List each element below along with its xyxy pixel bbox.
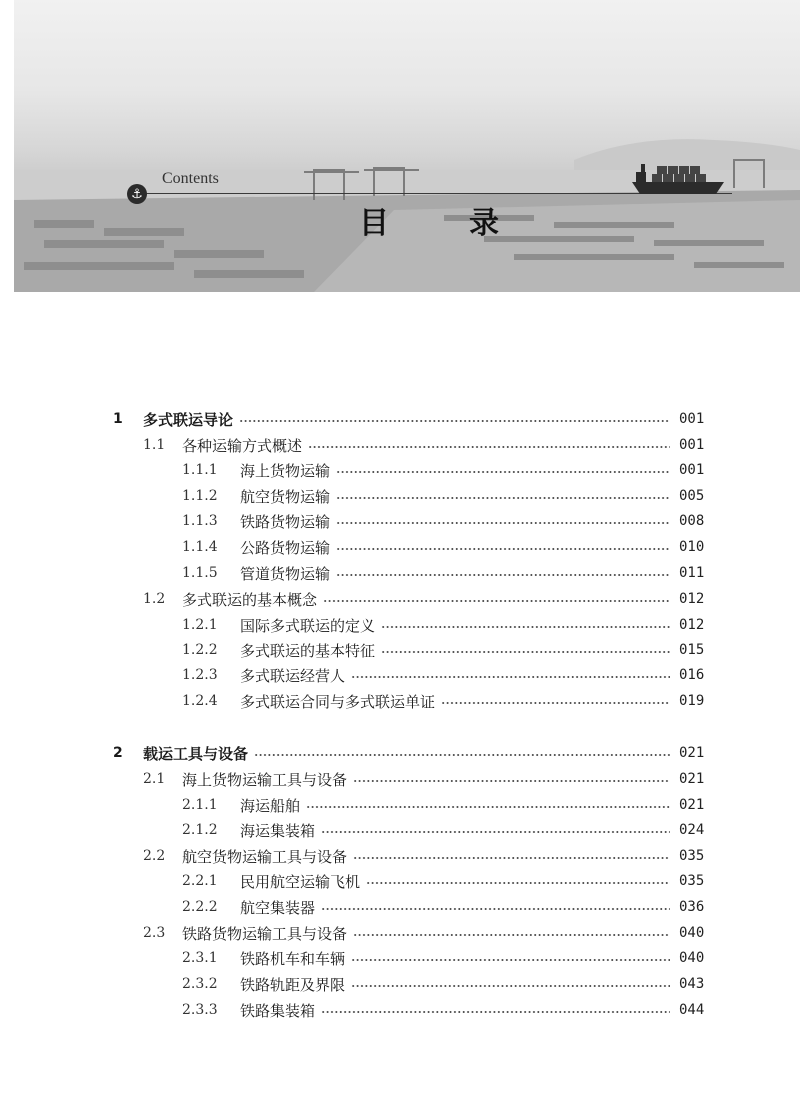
toc-entry-number: 1.1 <box>143 437 166 453</box>
toc-entry-title: 管道货物运输 <box>240 564 331 583</box>
toc-leader-dots <box>308 446 670 448</box>
toc-entry-page: 011 <box>679 565 705 581</box>
toc-entry-page: 001 <box>679 411 705 427</box>
toc-entry-page: 040 <box>679 950 705 966</box>
toc-entry[interactable] <box>0 766 800 792</box>
page-title <box>359 198 499 242</box>
toc-entry[interactable] <box>0 534 800 560</box>
toc-entry-page: 010 <box>679 539 705 555</box>
toc-entry-page: 040 <box>679 925 705 941</box>
toc-leader-dots <box>254 754 670 756</box>
toc-entry-title: 多式联运导论 <box>143 410 234 429</box>
toc-entry-title: 航空集装器 <box>240 898 316 917</box>
toc-entry-page: 021 <box>679 797 705 813</box>
toc-entry-number: 2.2.1 <box>182 873 218 889</box>
toc-entry-number: 1.2.3 <box>182 667 218 683</box>
anchor-icon: ⚓ <box>127 184 147 204</box>
toc-leader-dots <box>323 600 670 602</box>
page-title-char-2: 录 <box>469 206 499 241</box>
toc-entry[interactable] <box>0 688 800 714</box>
toc-entry-title: 多式联运的基本概念 <box>182 590 318 609</box>
toc-entry-page: 021 <box>679 771 705 787</box>
toc-entry[interactable] <box>0 997 800 1023</box>
toc-leader-dots <box>336 548 670 550</box>
toc-entry-number: 1.2 <box>143 591 166 607</box>
toc-leader-dots <box>336 497 670 499</box>
toc-leader-dots <box>336 471 670 473</box>
toc-entry-title: 航空货物运输 <box>240 487 331 506</box>
toc-entry[interactable] <box>0 740 800 766</box>
toc-entry-title: 国际多式联运的定义 <box>240 616 376 635</box>
toc-entry-number: 1.2.4 <box>182 693 218 709</box>
toc-entry-title: 铁路货物运输工具与设备 <box>182 924 348 943</box>
toc-entry-page: 044 <box>679 1002 705 1018</box>
toc-entry[interactable] <box>0 817 800 843</box>
toc-leader-dots <box>336 522 670 524</box>
toc-leader-dots <box>353 934 670 936</box>
toc-entry-number: 1.1.2 <box>182 488 218 504</box>
toc-entry-title: 民用航空运输飞机 <box>240 872 361 891</box>
toc-entry-page: 001 <box>679 437 705 453</box>
toc-leader-dots <box>321 831 670 833</box>
toc-leader-dots <box>353 780 670 782</box>
toc-leader-dots <box>351 676 670 678</box>
toc-entry-title: 多式联运经营人 <box>240 666 346 685</box>
toc-entry[interactable] <box>0 637 800 663</box>
toc-entry-title: 海上货物运输 <box>240 461 331 480</box>
toc-entry[interactable] <box>0 920 800 946</box>
toc-entry-title: 载运工具与设备 <box>143 744 249 763</box>
toc-entry-page: 035 <box>679 873 705 889</box>
toc-entry[interactable] <box>0 432 800 458</box>
toc-leader-dots <box>366 882 670 884</box>
toc-entry-title: 多式联运合同与多式联运单证 <box>240 692 436 711</box>
toc-entry-number: 2.2 <box>143 848 166 864</box>
toc-entry-page: 016 <box>679 667 705 683</box>
contents-label: Contents <box>162 170 219 187</box>
toc-entry[interactable] <box>0 971 800 997</box>
toc-entry[interactable] <box>0 868 800 894</box>
toc-entry-number: 1 <box>113 411 123 427</box>
toc-entry-number: 2.1.1 <box>182 797 218 813</box>
toc-leader-dots <box>351 985 670 987</box>
toc-entry-number: 2.2.2 <box>182 899 218 915</box>
toc-entry-page: 015 <box>679 642 705 658</box>
toc-entry-number: 1.2.2 <box>182 642 218 658</box>
toc-entry-page: 012 <box>679 591 705 607</box>
toc-entry-number: 2.1.2 <box>182 822 218 838</box>
toc-entry-title: 铁路集装箱 <box>240 1001 316 1020</box>
toc-entry-number: 1.1.3 <box>182 513 218 529</box>
toc-leader-dots <box>239 420 670 422</box>
toc-entry-title: 海运集装箱 <box>240 821 316 840</box>
toc-entry-title: 海上货物运输工具与设备 <box>182 770 348 789</box>
toc-entry-title: 铁路机车和车辆 <box>240 949 346 968</box>
toc-entry-title: 航空货物运输工具与设备 <box>182 847 348 866</box>
toc-leader-dots <box>353 857 670 859</box>
toc-entry-number: 2.3.2 <box>182 976 218 992</box>
toc-entry-number: 1.1.5 <box>182 565 218 581</box>
toc-entry-number: 2 <box>113 745 123 761</box>
toc-entry-number: 2.3 <box>143 925 166 941</box>
toc-entry-page: 024 <box>679 822 705 838</box>
toc-leader-dots <box>381 626 670 628</box>
toc-leader-dots <box>336 574 670 576</box>
toc-entry[interactable] <box>0 483 800 509</box>
toc-entry[interactable] <box>0 612 800 638</box>
toc-leader-dots <box>321 908 670 910</box>
toc-entry-page: 035 <box>679 848 705 864</box>
toc-entry-number: 1.1.4 <box>182 539 218 555</box>
toc-entry-title: 海运船舶 <box>240 796 301 815</box>
toc-entry-number: 2.3.3 <box>182 1002 218 1018</box>
toc-leader-dots <box>306 806 670 808</box>
toc-entry-title: 各种运输方式概述 <box>182 436 303 455</box>
toc-entry-number: 1.2.1 <box>182 617 218 633</box>
toc-entry-page: 019 <box>679 693 705 709</box>
header-banner <box>14 0 800 292</box>
toc-entry-page: 036 <box>679 899 705 915</box>
toc-entry-title: 公路货物运输 <box>240 538 331 557</box>
toc-entry[interactable] <box>0 843 800 869</box>
toc-entry-number: 2.1 <box>143 771 166 787</box>
toc-entry-title: 铁路货物运输 <box>240 512 331 531</box>
toc-entry-page: 001 <box>679 462 705 478</box>
toc-entry[interactable] <box>0 457 800 483</box>
port-background-image <box>14 0 800 292</box>
toc-entry[interactable] <box>0 945 800 971</box>
toc-entry[interactable] <box>0 662 800 688</box>
toc-leader-dots <box>441 702 670 704</box>
toc-leader-dots <box>351 959 670 961</box>
toc-entry[interactable] <box>0 586 800 612</box>
toc-entry-page: 021 <box>679 745 705 761</box>
toc-entry-number: 1.1.1 <box>182 462 218 478</box>
toc-leader-dots <box>381 651 670 653</box>
toc-entry-page: 005 <box>679 488 705 504</box>
toc-entry[interactable] <box>0 406 800 432</box>
toc-entry-page: 012 <box>679 617 705 633</box>
page-title-char-1: 目 <box>359 206 389 241</box>
toc-entry-title: 多式联运的基本特征 <box>240 641 376 660</box>
toc-entry-title: 铁路轨距及界限 <box>240 975 346 994</box>
toc-entry[interactable] <box>0 560 800 586</box>
toc-entry-page: 043 <box>679 976 705 992</box>
toc-entry[interactable] <box>0 894 800 920</box>
container-ship-icon <box>632 160 732 200</box>
toc-entry[interactable] <box>0 792 800 818</box>
toc-entry-page: 008 <box>679 513 705 529</box>
toc-entry[interactable] <box>0 508 800 534</box>
toc-leader-dots <box>321 1011 670 1013</box>
toc-entry-number: 2.3.1 <box>182 950 218 966</box>
